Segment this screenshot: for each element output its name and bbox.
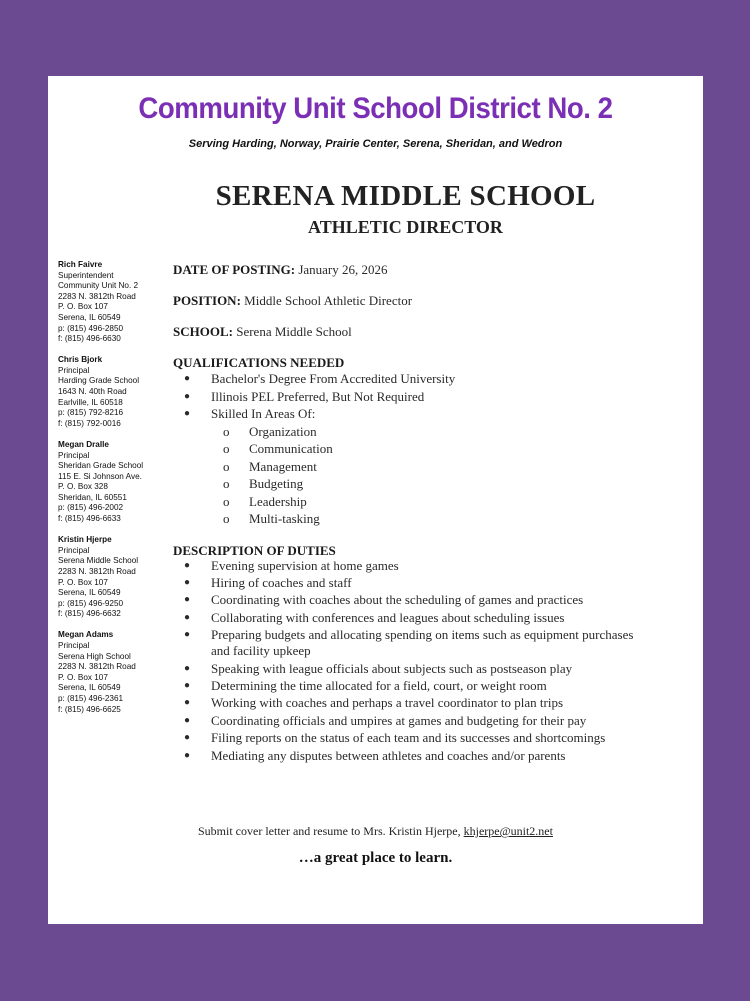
school-value: Serena Middle School — [236, 324, 352, 339]
contact-block — [58, 630, 168, 715]
contact-line: 2283 N. 3812th Road — [58, 291, 136, 301]
list-item: ● Hiring of coaches and staff — [173, 575, 643, 591]
district-title: Community Unit School District No. 2 — [138, 92, 613, 125]
contact-name: Megan Dralle — [58, 439, 109, 449]
date-label: DATE OF POSTING: — [173, 262, 296, 277]
contact-block — [58, 355, 168, 429]
qualifications-heading: QUALIFICATIONS NEEDED — [173, 355, 345, 370]
contact-name: Megan Adams — [58, 630, 114, 640]
contact-line: P. O. Box 107 — [58, 302, 108, 312]
contact-line: Community Unit No. 2 — [58, 281, 139, 291]
submit-text: Submit cover letter and resume to Mrs. Kristin Hjerpe, — [198, 824, 461, 838]
school-title: SERENA MIDDLE SCHOOL — [215, 180, 596, 212]
list-item: ● Filing reports on the status of each team and its successes and shortcomings — [173, 730, 643, 746]
contact-line: f: (815) 496-6630 — [58, 334, 121, 344]
list-item: o Leadership — [173, 493, 643, 511]
contact-line: Principal — [58, 365, 90, 375]
contact-line: p: (815) 496-9250 — [58, 598, 124, 608]
date-of-posting — [173, 262, 643, 277]
list-item: ● Evening supervision at home games — [173, 558, 643, 574]
skills-list — [173, 423, 643, 528]
duties-heading: DESCRIPTION OF DUTIES — [173, 542, 336, 558]
district-subtitle: Serving Harding, Norway, Prairie Center, Serena, Sheridan, and Wedron — [188, 138, 563, 150]
list-item: ● Bachelor's Degree From Accredited University — [173, 370, 643, 388]
contact-line: Principal — [58, 641, 90, 650]
list-item: ● Speaking with league officials about subjects such as postseason play — [173, 661, 643, 677]
contact-line: p: (815) 496-2361 — [58, 693, 124, 703]
contact-line: f: (815) 496-6633 — [58, 514, 121, 524]
contact-line: Serena High School — [58, 651, 131, 661]
school-label: SCHOOL: — [173, 324, 233, 339]
list-item: ● Mediating any disputes between athletes and coaches and/or parents — [173, 748, 643, 764]
document-page — [48, 76, 703, 924]
list-item: ● Coordinating officials and umpires at games and budgeting for their pay — [173, 713, 643, 729]
contact-line: P. O. Box 328 — [58, 482, 108, 492]
contact-name: Kristin Hjerpe — [58, 535, 112, 545]
contact-line: p: (815) 792-8216 — [58, 408, 124, 418]
list-item: ● Coordinating with coaches about the scheduling of games and practices — [173, 592, 643, 608]
contact-name: Chris Bjork — [58, 355, 103, 365]
list-item: o Management — [173, 458, 643, 476]
contact-line: Serena, IL 60549 — [58, 683, 121, 693]
contact-line: Serena Middle School — [58, 556, 139, 566]
posting-content — [173, 262, 643, 765]
contact-line: Principal — [58, 545, 90, 555]
contact-line: Sheridan, IL 60551 — [58, 492, 127, 502]
list-item: ● Determining the time allocated for a field, court, or weight room — [173, 678, 643, 694]
contact-line: P. O. Box 107 — [58, 577, 108, 587]
position — [173, 293, 643, 308]
contact-block — [58, 260, 168, 345]
contact-line: 1643 N. 40th Road — [58, 387, 127, 397]
list-item: o Organization — [173, 423, 643, 441]
list-item: ● Skilled In Areas Of: — [173, 405, 643, 423]
contact-line: Harding Grade School — [58, 376, 140, 386]
list-item: ● Preparing budgets and allocating spending on items such as equipment purchases and facility upkeep — [173, 627, 643, 659]
contact-line: Superintendent — [58, 270, 114, 280]
date-value: January 26, 2026 — [298, 262, 388, 277]
submit-instructions — [48, 824, 703, 839]
contact-block — [58, 535, 168, 620]
job-title: ATHLETIC DIRECTOR — [308, 217, 503, 237]
school — [173, 324, 643, 339]
contact-line: P. O. Box 107 — [58, 672, 108, 682]
position-value: Middle School Athletic Director — [244, 293, 413, 308]
contact-line: Serena, IL 60549 — [58, 312, 121, 322]
contact-line: 115 E. Si Johnson Ave. — [58, 471, 142, 481]
contact-line: Earlville, IL 60518 — [58, 397, 123, 407]
position-label: POSITION: — [173, 293, 241, 308]
contact-block — [58, 440, 168, 525]
list-item: ● Illinois PEL Preferred, But Not Required — [173, 388, 643, 406]
contact-line: 2283 N. 3812th Road — [58, 662, 136, 672]
list-item: o Budgeting — [173, 475, 643, 493]
contact-line: Principal — [58, 450, 90, 460]
tagline: …a great place to learn. — [298, 850, 453, 866]
contact-line: f: (815) 496-6632 — [58, 609, 121, 619]
contact-name: Rich Faivre — [58, 260, 103, 269]
contact-line: p: (815) 496-2850 — [58, 323, 124, 333]
list-item: ● Collaborating with conferences and leagues about scheduling issues — [173, 610, 643, 626]
email-link[interactable]: khjerpe@unit2.net — [463, 824, 553, 838]
list-item: o Communication — [173, 440, 643, 458]
contacts-sidebar — [58, 260, 168, 726]
list-item: ● Working with coaches and perhaps a travel coordinator to plan trips — [173, 695, 643, 711]
contact-line: Sheridan Grade School — [58, 461, 144, 471]
duties-section — [173, 543, 643, 764]
contact-line: 2283 N. 3812th Road — [58, 566, 136, 576]
duties-list — [173, 558, 643, 764]
contact-line: Serena, IL 60549 — [58, 588, 121, 598]
contact-line: p: (815) 496-2002 — [58, 503, 124, 513]
list-item: o Multi-tasking — [173, 510, 643, 528]
contact-line: f: (815) 792-0016 — [58, 418, 121, 428]
qualifications-list — [173, 370, 643, 423]
contact-line: f: (815) 496-6625 — [58, 704, 121, 714]
